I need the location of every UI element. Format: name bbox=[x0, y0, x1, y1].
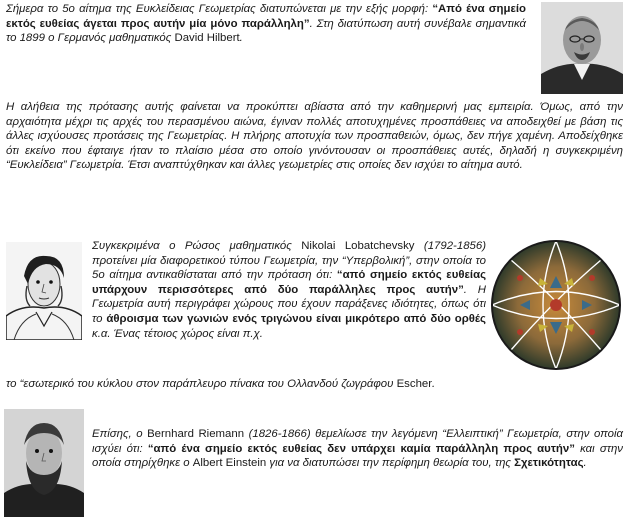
hilbert-name: David Hilbert bbox=[174, 32, 240, 45]
einstein-name: Albert Einstein bbox=[192, 457, 267, 470]
lobatchevsky-paragraph: Συγκεκριμένα ο Ρώσος μαθηματικός Nikolai Lobatchevsky (1792-1856) προτείνει μία διαφορετικού τύπου Γεωμετρία, την “Υπερβολική”, στην οποία το 5ο αίτημα αντικαθίσταται από την πρόταση ότι: “από σημείο εκτός ευθείας υπάρχουν περισσότερες από δύο παράλληλες προς αυτήν”. Η Γεωμετρία αυτή περιγράφει χώρους που έχουν παράξενες ιδιότητες, όπως ότι το άθροισμα των γωνιών ενός τριγώνου είναι μικρότερο από δύο ορθές κ.α. Ένας τέτοιος χώρος είναι π.χ. bbox=[92, 240, 486, 340]
lobatchevsky-name: Nikolai Lobatchevsky bbox=[301, 240, 415, 252]
intro-text-a: Σήμερα το 5ο αίτημα της Ευκλείδειας Γεωμετρίας διατυπώνεται με την εξής μορφή: bbox=[6, 3, 433, 15]
history-text: Η αλήθεια της πρότασης αυτής φαίνεται να προκύπτει αβίαστα από την καθημερινή μας εμπειρία. Όμως, από την αρχαιότητα μέχρι τις αρχές του περασμένου αιώνα, έγιναν πολλές αποτυχημένες προσπάθειες να αποδειχθεί με βάση τις άλλες ισχύουσες προτάσεις της Γεωμετρίας. Η πλήρης αποτυχία των προσπαθειών, όμως, δεν πήγε χαμένη. Αποδείχθηκε ότι εκείνο που έφταιγε ήταν το πλαίσιο μέσα στο οποίο γινόντουσαν οι προσπάθειες αυτές, δηλαδή η συγκεκριμένη “Ευκλείδεια” Γεωμετρία. Έτσι αναπτύχθηκαν και άλλες γεωμετρίες στις οποίες δεν ισχύει το αίτημα αυτό. bbox=[6, 101, 623, 172]
elliptic-quote: “από ένα σημείο εκτός ευθείας δεν υπάρχει καμία παράλληλη προς αυτήν” bbox=[147, 442, 575, 455]
escher-line: το “εσωτερικό του κύκλου στον παράπλευρο πίνακα του Ολλανδού ζωγράφου Escher. bbox=[6, 378, 436, 390]
riemann-portrait bbox=[4, 409, 84, 517]
intro-paragraph: Σήμερα το 5ο αίτημα της Ευκλείδειας Γεωμετρίας διατυπώνεται με την εξής μορφή: “Από ένα σημείο εκτός ευθείας άγεται προς αυτήν μία μόνο παράλληλη”. Στη διατύπωση αυτή συνέβαλε σημαντικά το 1899 ο Γερμανός μαθηματικός David Hilbert. bbox=[6, 3, 527, 45]
lobatchevsky-portrait bbox=[6, 242, 82, 340]
hilbert-portrait bbox=[541, 2, 623, 94]
history-paragraph bbox=[6, 100, 623, 173]
triangle-angle-sum: άθροισμα των γωνιών ενός τριγώνου είναι μικρότερο από δύο ορθές bbox=[106, 312, 486, 325]
intro-text-b: . Στη διατύπωση αυτή συνέβαλε σημαντικά το 1899 ο Γερμανός μαθηματικός bbox=[6, 17, 526, 45]
escher-circle-limit bbox=[490, 238, 622, 372]
relativity-term: Σχετικότητας bbox=[514, 457, 584, 470]
riemann-name: Bernhard Riemann bbox=[147, 428, 245, 440]
fifth-postulate-quote: “Από ένα σημείο εκτός ευθείας άγεται προς αυτήν μία μόνο παράλληλη” bbox=[6, 3, 527, 30]
hyperbolic-quote: “από σημείο εκτός ευθείας υπάρχουν περισσότερες από δύο παράλληλες προς αυτήν” bbox=[92, 269, 486, 296]
riemann-paragraph: Επίσης, ο Bernhard Riemann (1826-1866) θεμελίωσε την λεγόμενη “Ελλειπτική” Γεωμετρία, στην οποία ισχύει ότι: “από ένα σημείο εκτός ευθείας δεν υπάρχει καμία παράλληλη προς αυτήν” και στην οποία στηρίχθηκε ο Albert Einstein για να διατυπώσει την περίφημη θεωρία του, της Σχετικότητας. bbox=[92, 428, 623, 470]
escher-name: Escher bbox=[396, 378, 433, 390]
